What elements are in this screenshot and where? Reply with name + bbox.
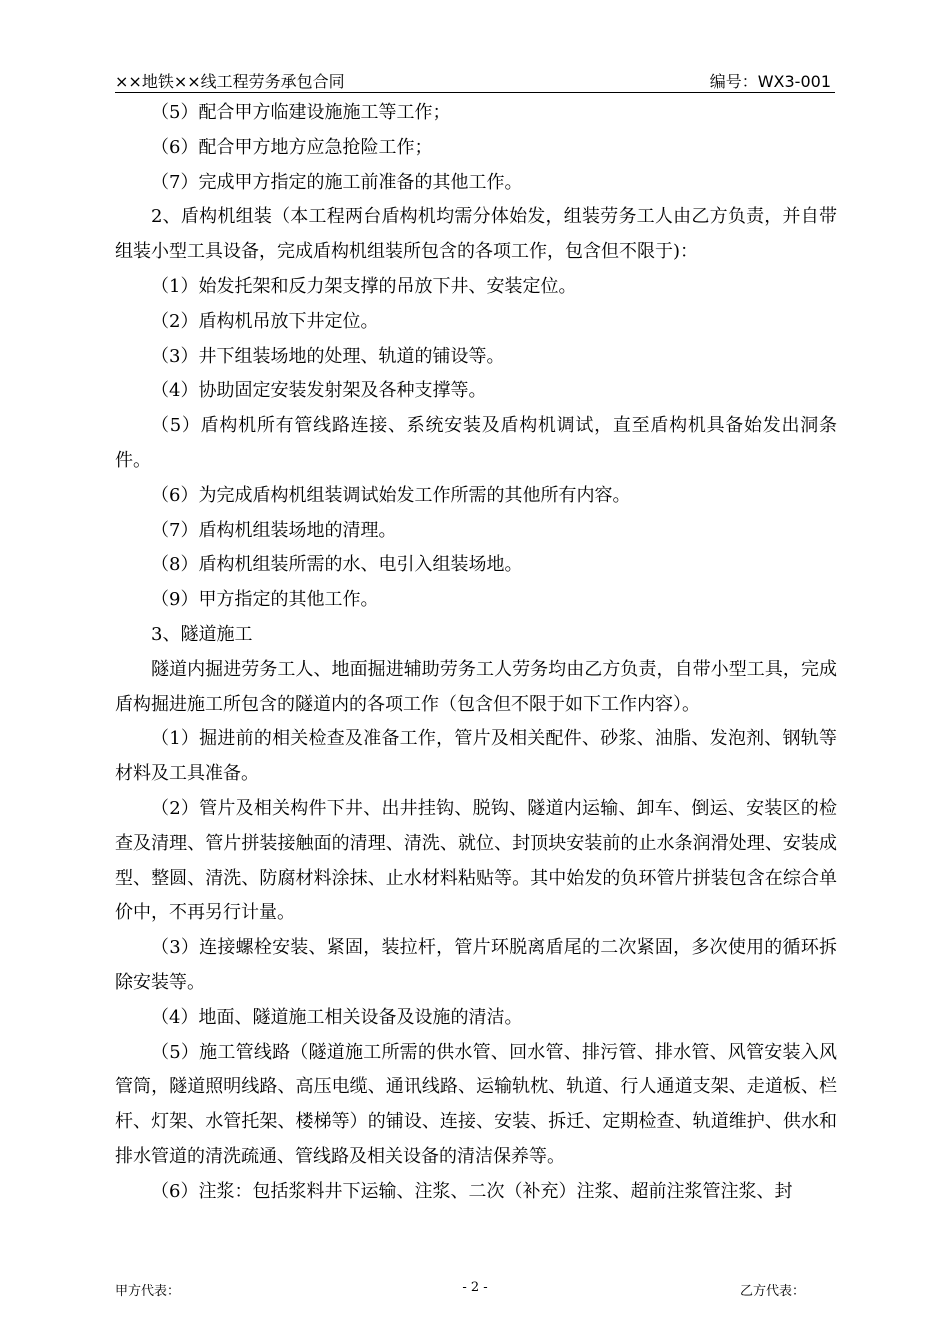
paragraph: （6）配合甲方地方应急抢险工作；: [151, 136, 433, 158]
page-number: - 2 -: [462, 1280, 488, 1295]
body-text: [115, 96, 837, 1210]
contract-title: ××地铁××线工程劳务承包合同: [115, 72, 345, 91]
paragraph: （7）完成甲方指定的施工前准备的其他工作。: [151, 171, 523, 193]
party-a-signature-label: 甲方代表：: [115, 1284, 181, 1299]
party-b-signature-label: 乙方代表：: [739, 1284, 805, 1299]
paragraph: （5）施工管线路（隧道施工所需的供水管、回水管、排污管、排水管、风管安装入风管筒，隧道照明线路、高压电缆、通讯线路、运输轨枕、轨道、行人通道支架、走道板、栏杆、灯架、水管托架、楼梯等）的铺设、连接、安装、拆迁、定期检查、轨道维护、供水和排水管道的清洗疏通、管线路及相关设备的清洁保养等。: [115, 1041, 837, 1167]
contract-number: 编号：WX3-001: [709, 72, 831, 91]
paragraph: （4）协助固定安装发射架及各种支撑等。: [151, 380, 487, 402]
page-footer: [115, 1280, 835, 1300]
paragraph: （6）注浆：包括浆料井下运输、注浆、二次（补充）注浆、超前注浆管注浆、封: [151, 1180, 793, 1202]
paragraph: （6）为完成盾构机组装调试始发工作所需的其他所有内容。: [151, 484, 631, 506]
paragraph: （2）管片及相关构件下井、出井挂钩、脱钩、隧道内运输、卸车、倒运、安装区的检查及清理、管片拼装接触面的清理、清洗、就位、封顶块安装前的止水条润滑处理、安装成型、整圆、清洗、防腐材料涂抹、止水材料粘贴等。其中始发的负环管片拼装包含在综合单价中，不再另行计量。: [115, 797, 837, 924]
paragraph: （8）盾构机组装所需的水、电引入组装场地。: [151, 554, 523, 576]
paragraph: （9）甲方指定的其他工作。: [151, 589, 379, 611]
paragraph: （7）盾构机组装场地的清理。: [151, 519, 397, 541]
section-heading: 3、隧道施工: [151, 623, 253, 645]
section-heading: 2、盾构机组装（本工程两台盾构机均需分体始发，组装劳务工人由乙方负责，并自带组装小型工具设备，完成盾构机组装所包含的各项工作，包含但不限于)：: [115, 206, 837, 263]
paragraph: （5）配合甲方临建设施施工等工作；: [151, 102, 451, 123]
paragraph: （5）盾构机所有管线路连接、系统安装及盾构机调试，直至盾构机具备始发出洞条件。: [115, 415, 837, 471]
paragraph: （1）掘进前的相关检查及准备工作，管片及相关配件、砂浆、油脂、发泡剂、钢轨等材料及工具准备。: [115, 728, 837, 785]
paragraph: 隧道内掘进劳务工人、地面掘进辅助劳务工人劳务均由乙方负责，自带小型工具，完成盾构掘进施工所包含的隧道内的各项工作（包含但不限于如下工作内容）。: [115, 658, 837, 715]
page-header: [115, 64, 835, 93]
paragraph: （1）始发托架和反力架支撑的吊放下井、安装定位。: [151, 275, 577, 297]
paragraph: （4）地面、隧道施工相关设备及设施的清洁。: [151, 1006, 523, 1028]
paragraph: （2）盾构机吊放下井定位。: [151, 310, 379, 332]
paragraph: （3）井下组装场地的处理、轨道的铺设等。: [151, 345, 505, 367]
paragraph: （3）连接螺栓安装、紧固，装拉杆，管片环脱离盾尾的二次紧固，多次使用的循环拆除安装等。: [115, 937, 837, 993]
